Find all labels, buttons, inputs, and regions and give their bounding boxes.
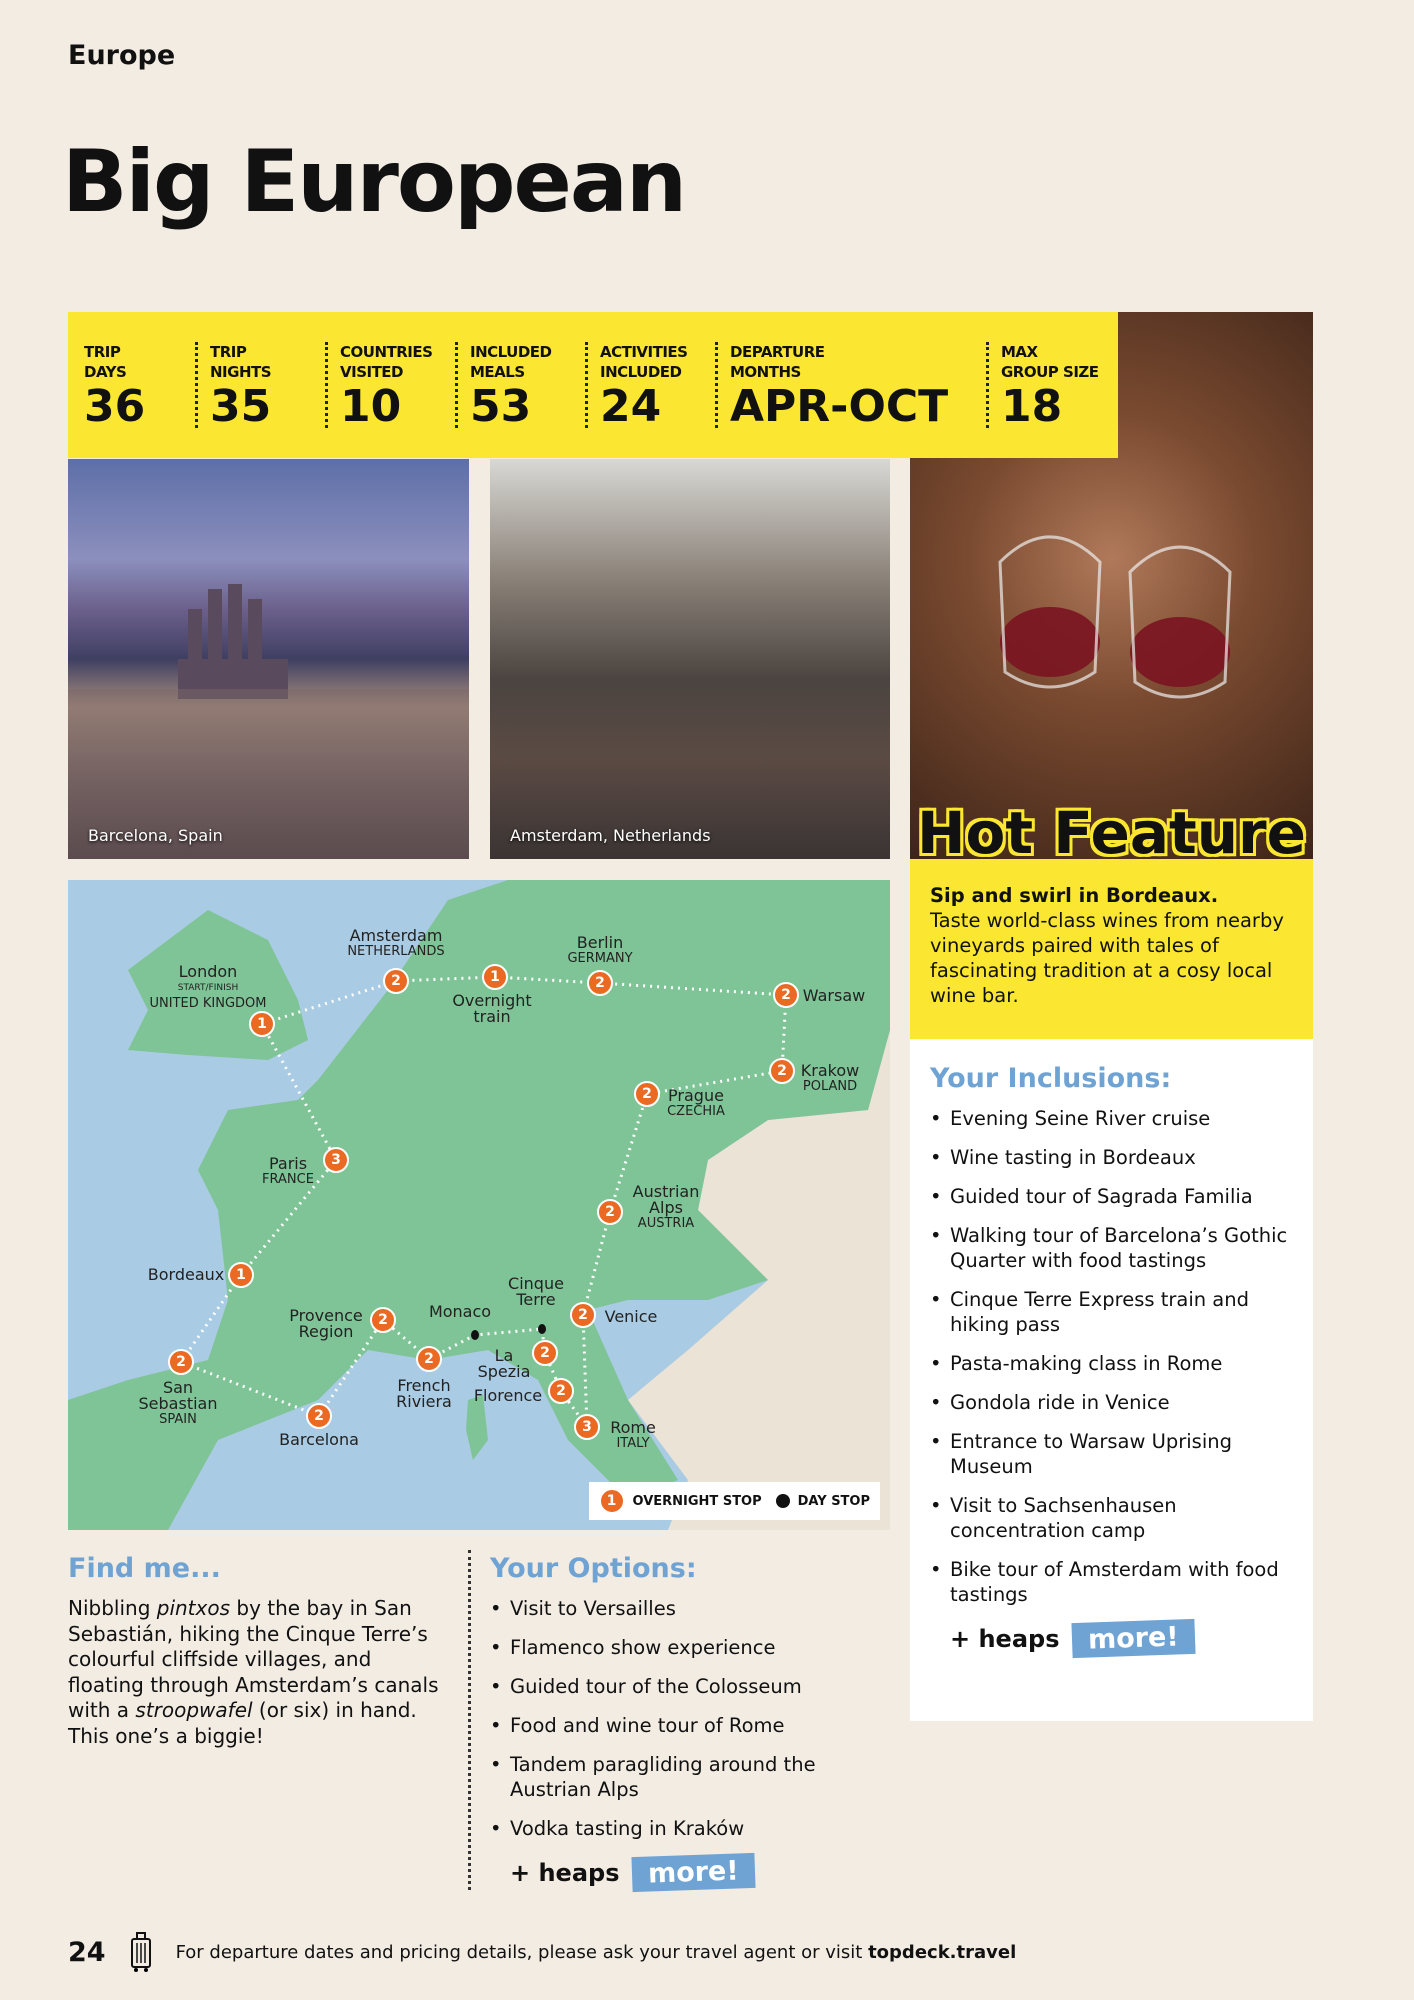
overnight-stop-marker: 2 [769, 1058, 795, 1084]
list-item: • Visit to Sachsenhausen concentration camp [930, 1493, 1293, 1543]
list-item: • Vodka tasting in Kraków [490, 1816, 890, 1841]
trip-stats-bar [68, 312, 1118, 458]
map-label-country: CZECHIA [667, 1104, 725, 1119]
map-label-name: Paris [268, 1154, 308, 1173]
map-label [347, 928, 444, 960]
legend-overnight: OVERNIGHT STOP [632, 1493, 762, 1509]
photo-barcelona [68, 459, 469, 859]
hot-feature-body: Taste world-class wines from nearby vineyards paired with tales of fascinating tradition at a cosy local wine bar. [930, 909, 1284, 1007]
map-label [803, 988, 865, 1004]
inclusions-panel [910, 1039, 1313, 1721]
stat-value: 24 [600, 381, 662, 432]
find-me-text [68, 1596, 448, 1749]
map-label [667, 1088, 725, 1120]
page-number: 24 [68, 1936, 106, 1968]
find-me-title: Find me... [68, 1553, 221, 1584]
stat-label: DEPARTURE MONTHS [730, 343, 825, 381]
day-stop-icon [776, 1494, 790, 1508]
list-item: • Tandem paragliding around the Austrian Alps [490, 1752, 890, 1802]
map-label [289, 1308, 362, 1340]
legend-day: DAY STOP [797, 1493, 870, 1509]
map-label-name: Krakow [800, 1061, 860, 1080]
options-list [490, 1596, 890, 1841]
route-map [68, 880, 890, 1530]
hot-feature-description [910, 859, 1313, 1039]
options-title: Your Options: [490, 1553, 697, 1584]
overnight-stop-marker: 2 [570, 1302, 596, 1328]
map-label-name: Overnight train [452, 991, 532, 1026]
list-item: • Entrance to Warsaw Uprising Museum [930, 1429, 1293, 1479]
text: pintxos [156, 1596, 231, 1620]
map-label-name: Prague [668, 1086, 724, 1105]
map-label [429, 1304, 491, 1320]
overnight-stop-icon: 1 [599, 1488, 625, 1514]
options-section [490, 1553, 890, 1890]
hot-feature-badge: Hot Feature [916, 799, 1306, 859]
map-label [478, 1348, 531, 1380]
list-item: • Visit to Versailles [490, 1596, 890, 1621]
text: For departure dates and pricing details, please ask your travel agent or visit [175, 1941, 869, 1963]
list-item: • Food and wine tour of Rome [490, 1713, 890, 1738]
footer [68, 1932, 1016, 1972]
stat-value: 53 [470, 381, 532, 432]
text: by the bay in San Sebastián, hiking the Cinque Terre’s colourful cliffside villages, and floating through Amsterdam’s canals with a [68, 1596, 439, 1722]
overnight-stop-marker: 2 [532, 1340, 558, 1366]
overnight-stop-marker: 2 [634, 1081, 660, 1107]
hot-feature-heading: Sip and swirl in Bordeaux. [930, 884, 1219, 907]
page-title: Big European [62, 132, 686, 232]
overnight-stop-marker: 3 [574, 1414, 600, 1440]
map-label-name: Amsterdam [349, 926, 443, 945]
list-item: • Guided tour of Sagrada Familia [930, 1184, 1293, 1209]
text: stroopwafel [135, 1698, 253, 1722]
stat-label: INCLUDED MEALS [470, 343, 552, 381]
day-stop-marker [471, 1330, 479, 1340]
region-label: Europe [68, 40, 176, 71]
map-label [396, 1378, 452, 1410]
overnight-stop-marker: 2 [597, 1199, 623, 1225]
more-badge: more! [1071, 1619, 1195, 1658]
list-item: • Gondola ride in Venice [930, 1390, 1293, 1415]
inclusions-list [930, 1106, 1293, 1607]
dotted-divider [468, 1550, 471, 1890]
map-label-name: Barcelona [279, 1430, 359, 1449]
list-item: • Wine tasting in Bordeaux [930, 1145, 1293, 1170]
stat-item [715, 342, 949, 432]
map-label-name: Warsaw [802, 986, 866, 1005]
stat-item [195, 342, 272, 432]
map-label [801, 1063, 859, 1095]
stat-value: 36 [84, 381, 146, 432]
overnight-stop-marker: 2 [548, 1378, 574, 1404]
map-label-country: SPAIN [159, 1412, 197, 1427]
map-label-name: Florence [473, 1386, 543, 1405]
map-label-name: Cinque Terre [508, 1274, 564, 1309]
overnight-stop-marker: 1 [249, 1011, 275, 1037]
map-label-name: Provence Region [289, 1306, 363, 1341]
photo-caption: Barcelona, Spain [88, 826, 223, 845]
map-label [262, 1156, 314, 1188]
list-item: • Flamenco show experience [490, 1635, 890, 1660]
overnight-stop-marker: 2 [306, 1403, 332, 1429]
more-options [510, 1855, 890, 1890]
map-label [605, 1309, 658, 1325]
list-item: • Evening Seine River cruise [930, 1106, 1293, 1131]
suitcase-icon [130, 1932, 152, 1972]
map-label-country: POLAND [802, 1079, 858, 1094]
map-label [474, 1388, 542, 1404]
map-label-country: FRANCE [262, 1172, 314, 1187]
map-label-country: NETHERLANDS [347, 944, 445, 959]
stat-label: TRIP NIGHTS [210, 343, 272, 381]
stat-item [585, 342, 688, 432]
stat-value: 18 [1001, 381, 1063, 432]
stat-label: ACTIVITIES INCLUDED [600, 343, 688, 381]
more-badge: more! [631, 1853, 755, 1892]
map-label [452, 993, 531, 1025]
map-label-country: AUSTRIA [637, 1216, 695, 1231]
map-label [508, 1276, 564, 1308]
list-item: • Guided tour of the Colosseum [490, 1674, 890, 1699]
list-item: • Pasta-making class in Rome [930, 1351, 1293, 1376]
sagrada-familia-silhouette [68, 459, 469, 859]
stat-value: APR-OCT [730, 381, 949, 432]
map-label-country: ITALY [616, 1436, 650, 1451]
website-link[interactable]: topdeck.travel [868, 1941, 1017, 1963]
map-label-name: Austrian Alps [632, 1182, 700, 1217]
map-label-name: San Sebastian [138, 1378, 218, 1413]
footer-text [176, 1942, 1017, 1963]
overnight-stop-marker: 2 [773, 982, 799, 1008]
text: Nibbling [68, 1596, 157, 1620]
overnight-stop-marker: 2 [416, 1346, 442, 1372]
stat-value: 10 [340, 381, 402, 432]
map-label-name: Berlin [576, 933, 624, 952]
day-stop-marker [538, 1324, 546, 1334]
list-item: • Bike tour of Amsterdam with food tastings [930, 1557, 1293, 1607]
map-label-tiny: START/FINISH [177, 983, 239, 993]
overnight-stop-marker: 1 [482, 964, 508, 990]
overnight-stop-marker: 2 [370, 1307, 396, 1333]
stat-item [986, 342, 1099, 432]
map-label [279, 1432, 359, 1448]
stat-label: COUNTRIES VISITED [340, 343, 433, 381]
stat-item [325, 342, 433, 432]
find-me-section [68, 1553, 448, 1749]
heaps-label: + heaps [510, 1858, 620, 1887]
list-item: • Walking tour of Barcelona’s Gothic Quarter with food tastings [930, 1223, 1293, 1273]
map-label-name: La Spezia [477, 1346, 531, 1381]
map-legend [589, 1482, 880, 1520]
map-label [610, 1420, 656, 1452]
stat-value: 35 [210, 381, 272, 432]
map-label-name: London [178, 962, 238, 981]
map-label-name: French Riviera [396, 1376, 452, 1411]
map-label-name: Bordeaux [147, 1265, 225, 1284]
heaps-label: + heaps [950, 1624, 1060, 1653]
map-label [139, 1380, 218, 1428]
overnight-stop-marker: 2 [383, 968, 409, 994]
map-label-name: Venice [604, 1307, 658, 1326]
more-inclusions [950, 1621, 1293, 1656]
inclusions-title: Your Inclusions: [930, 1063, 1172, 1094]
map-label [148, 1267, 224, 1283]
stat-item [455, 342, 552, 432]
map-label-name: Rome [610, 1418, 656, 1437]
stat-item [84, 342, 146, 432]
map-label [633, 1184, 700, 1232]
map-label-country: GERMANY [567, 951, 633, 966]
photo-amsterdam [490, 459, 890, 859]
stat-label: TRIP DAYS [84, 343, 127, 381]
map-label-country: UNITED KINGDOM [149, 996, 267, 1011]
overnight-stop-marker: 1 [228, 1262, 254, 1288]
overnight-stop-marker: 2 [168, 1349, 194, 1375]
overnight-stop-marker: 3 [323, 1147, 349, 1173]
text: (or six) in hand. This one’s a biggie! [68, 1698, 417, 1748]
list-item: • Cinque Terre Express train and hiking pass [930, 1287, 1293, 1337]
map-label-name: Monaco [428, 1302, 492, 1321]
overnight-stop-marker: 2 [587, 970, 613, 996]
map-label [150, 964, 267, 1012]
photo-caption: Amsterdam, Netherlands [510, 826, 711, 845]
stat-label: MAX GROUP SIZE [1001, 343, 1099, 381]
map-label [567, 935, 632, 967]
